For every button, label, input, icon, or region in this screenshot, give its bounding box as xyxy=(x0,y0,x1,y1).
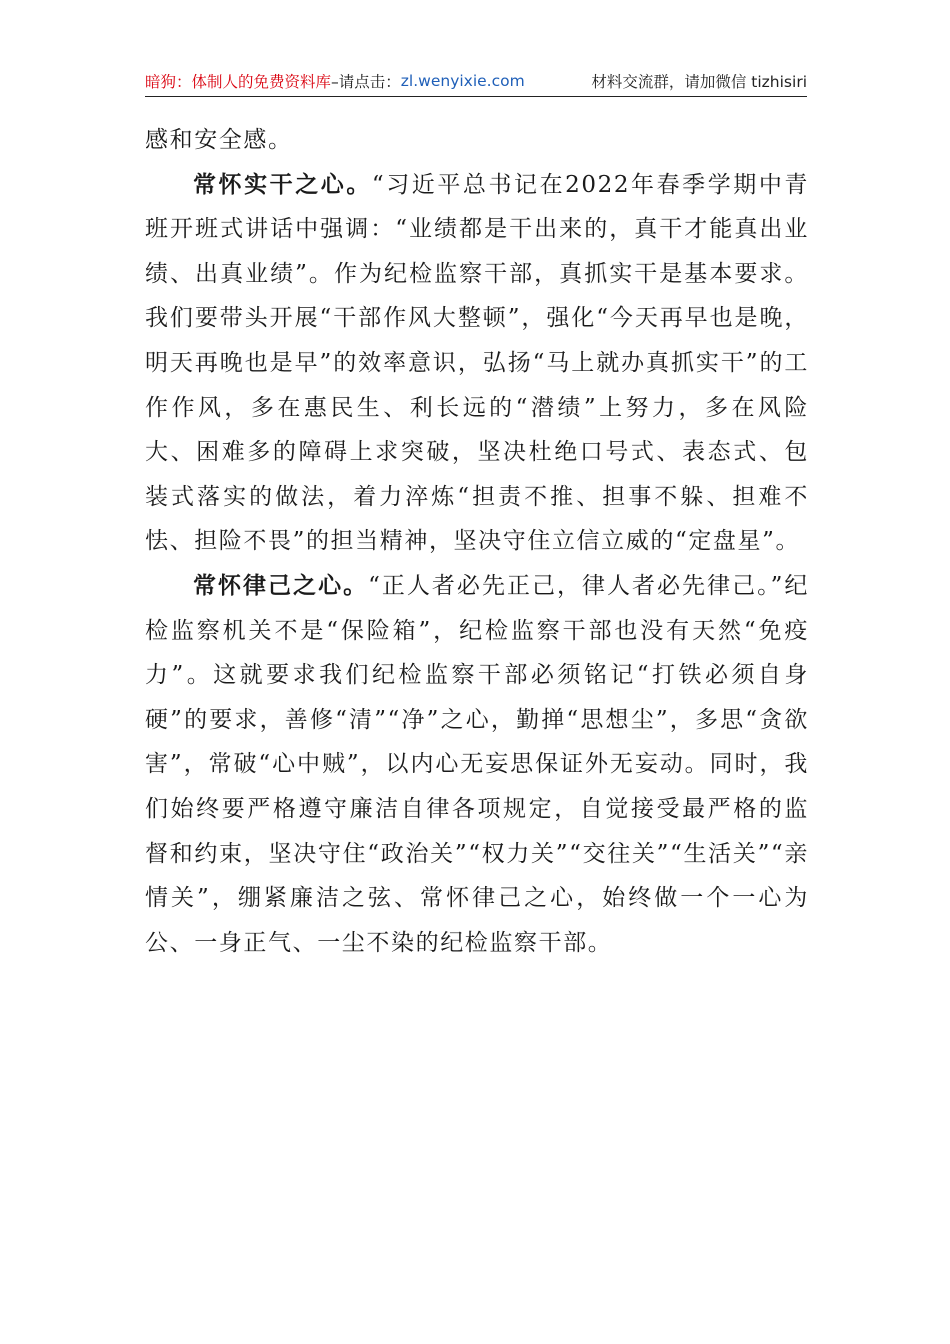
paragraph-continuation xyxy=(145,118,809,163)
paragraph-text: “习近平总书记在2022年春季学期中青班开班式讲话中强调：“业绩都是干出来的，真干才能真出业绩、出真业绩”。作为纪检监察干部，真抓实干是基本要求。我们要带头开展“干部作风大整顿”，强化“今天再早也是晚，明天再晚也是早”的效率意识，弘扬“马上就办真抓实干”的工作作风，多在惠民生、利长远的“潜绩”上努力，多在风险大、困难多的障碍上求突破，坚决杜绝口号式、表态式、包装式落实的做法，着力淬炼“担责不推、担事不躲、担难不怯、担险不畏”的担当精神，坚决守住立信立威的“定盘星”。 xyxy=(145,171,809,555)
page-header xyxy=(145,66,807,97)
paragraph-lead: 常怀律己之心。 xyxy=(193,572,369,599)
paragraph-text: 感和安全感。 xyxy=(145,127,293,153)
paragraph-lvji xyxy=(145,564,809,965)
header-left xyxy=(145,70,525,92)
paragraph-text: “正人者必先正己，律人者必先律己。”纪检监察机关不是“保险箱”，纪检监察干部也没有天然“免疫力”。这就要求我们纪检监察干部必须铭记“打铁必须自身硬”的要求，善修“清”“净”之心，勤掸“思想尘”，多思“贪欲害”，常破“心中贼”，以内心无妄思保证外无妄动。同时，我们始终要严格遵守廉洁自律各项规定，自觉接受最严格的监督和约束，坚决守住“政治关”“权力关”“交往关”“生活关”“亲情关”，绷紧廉洁之弦、常怀律己之心，始终做一个一心为公、一身正气、一尘不染的纪检监察干部。 xyxy=(145,572,809,956)
header-group-note: 材料交流群，请加微信 tizhisiri xyxy=(591,73,807,91)
header-url-link[interactable]: zl.wenyixie.com xyxy=(400,72,525,90)
paragraph-lead: 常怀实干之心。 xyxy=(193,171,372,198)
document-body xyxy=(145,118,809,965)
paragraph-shigan xyxy=(145,163,809,564)
header-site-name[interactable]: 暗狗：体制人的免费资料库 xyxy=(145,73,332,91)
header-click-prompt: –请点击： xyxy=(331,73,401,91)
